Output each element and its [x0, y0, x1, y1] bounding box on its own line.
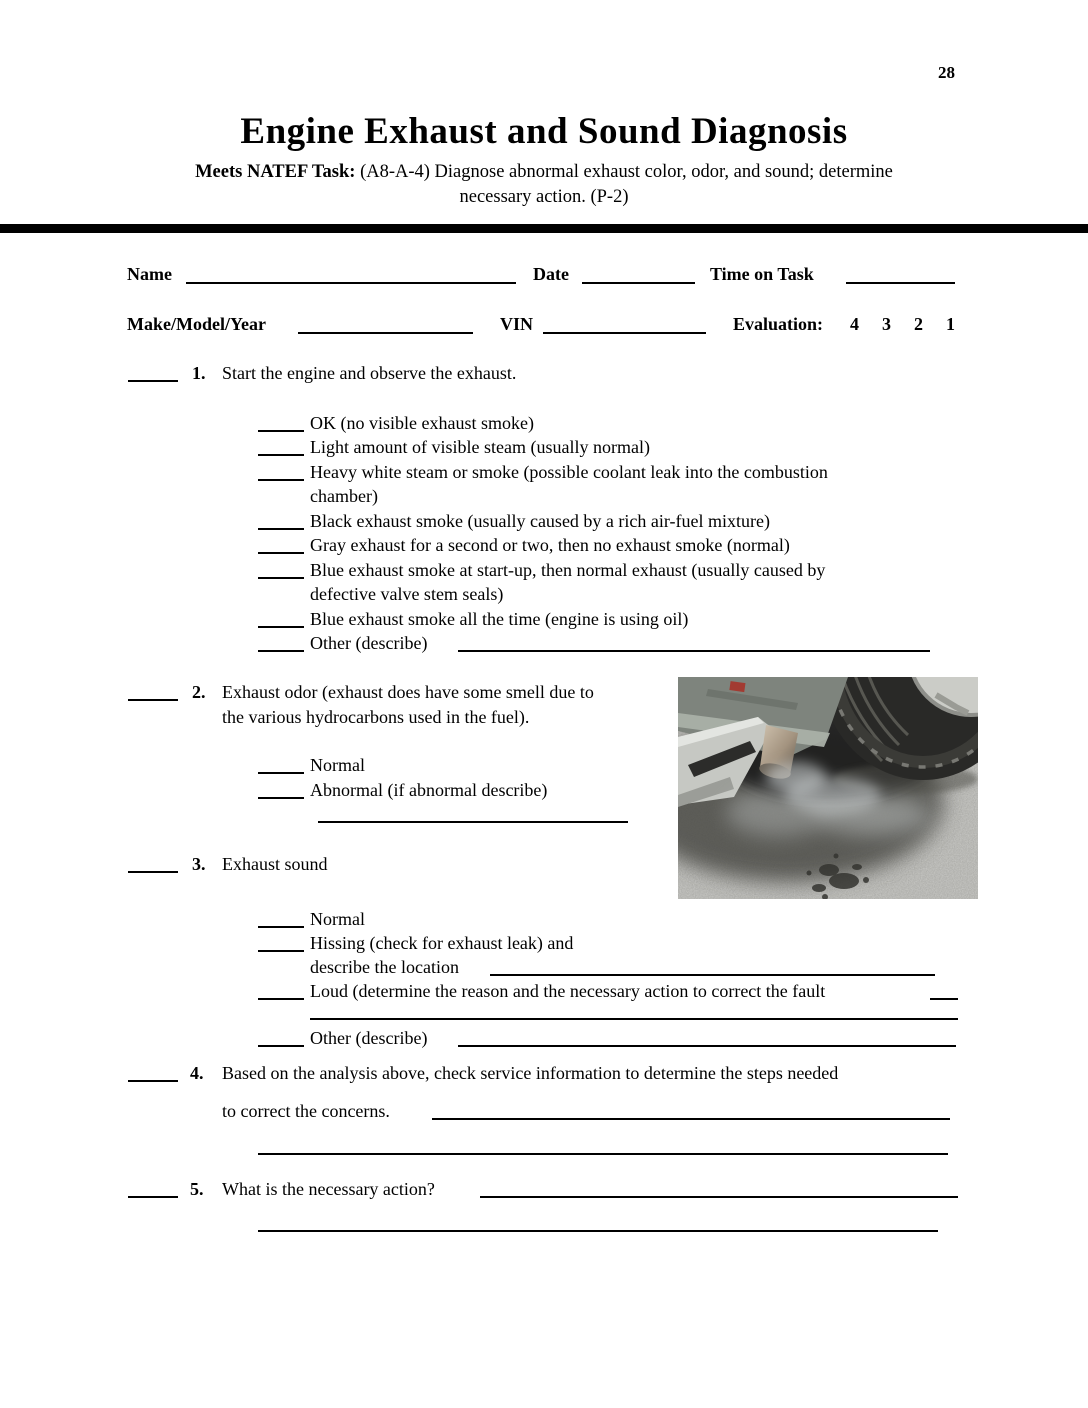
- step1-heavy-checkblank[interactable]: [258, 463, 304, 481]
- step1-ok-checkblank[interactable]: [258, 414, 304, 432]
- option-label: OK (no visible exhaust smoke): [310, 413, 534, 433]
- vin-label: VIN: [500, 314, 534, 334]
- step3-score-blank[interactable]: [128, 855, 178, 873]
- step5-answer-field-line2[interactable]: [258, 1230, 938, 1232]
- step1-score-blank[interactable]: [128, 364, 178, 382]
- step1-black-checkblank[interactable]: [258, 512, 304, 530]
- step1-blue-always-checkblank[interactable]: [258, 610, 304, 628]
- step2-text-line2: the various hydrocarbons used in the fuel).: [222, 707, 530, 727]
- step1-text: Start the engine and observe the exhaust.: [222, 363, 517, 383]
- doc-title: Engine Exhaust and Sound Diagnosis: [240, 111, 848, 152]
- evaluation-score-1[interactable]: 1: [946, 314, 955, 334]
- evaluation-score-3[interactable]: 3: [882, 314, 891, 334]
- vin-field[interactable]: [543, 316, 706, 334]
- step4-answer-field-line2[interactable]: [258, 1153, 948, 1155]
- step3-loud-field-start[interactable]: [930, 982, 958, 1000]
- time-on-task-field[interactable]: [846, 266, 955, 284]
- step3-text: Exhaust sound: [222, 854, 328, 874]
- option-label: Black exhaust smoke (usually caused by a rich air-fuel mixture): [310, 511, 770, 531]
- option-label: Other (describe): [310, 633, 428, 653]
- car-exhaust-smoke-photo: [678, 677, 978, 899]
- step2-number: 2.: [192, 682, 206, 702]
- step1-other-describe-field[interactable]: [458, 634, 930, 652]
- evaluation-label: Evaluation:: [733, 314, 824, 334]
- step4-answer-field[interactable]: [432, 1102, 950, 1120]
- time-on-task-label: Time on Task: [710, 264, 814, 284]
- natef-task-line2: necessary action. (P-2): [459, 187, 629, 207]
- option-label-continuation: defective valve stem seals): [310, 584, 504, 604]
- step3-location-field[interactable]: [490, 958, 935, 976]
- option-label: Other (describe): [310, 1028, 428, 1048]
- make-model-year-label: Make/Model/Year: [127, 314, 266, 334]
- step2-describe-field[interactable]: [318, 821, 628, 823]
- option-label: Loud (determine the reason and the necessary action to correct the fault: [310, 981, 826, 1001]
- option-label: Light amount of visible steam (usually normal): [310, 437, 650, 457]
- option-label: Gray exhaust for a second or two, then no exhaust smoke (normal): [310, 535, 790, 555]
- step2-normal-checkblank[interactable]: [258, 756, 304, 774]
- step1-other-checkblank[interactable]: [258, 634, 304, 652]
- option-label: Hissing (check for exhaust leak) and: [310, 933, 574, 953]
- natef-task-label: Meets NATEF Task:: [195, 162, 356, 182]
- make-model-year-field[interactable]: [298, 316, 473, 334]
- step5-text: What is the necessary action?: [222, 1179, 435, 1199]
- step5-number: 5.: [190, 1179, 204, 1199]
- step3-hissing-checkblank[interactable]: [258, 934, 304, 952]
- option-label: Blue exhaust smoke at start-up, then normal exhaust (usually caused by: [310, 560, 826, 580]
- natef-task-text: (A8-A-4) Diagnose abnormal exhaust color, odor, and sound; determine: [360, 162, 893, 182]
- step3-loud-field-line2[interactable]: [310, 1018, 958, 1020]
- date-label: Date: [533, 264, 569, 284]
- step5-answer-field[interactable]: [480, 1180, 958, 1198]
- step3-number: 3.: [192, 854, 206, 874]
- step2-score-blank[interactable]: [128, 683, 178, 701]
- natef-task-line1: [0, 162, 1088, 183]
- step4-text-line2: to correct the concerns.: [222, 1101, 390, 1121]
- option-label: Normal: [310, 755, 365, 775]
- step4-text-line1: Based on the analysis above, check service information to determine the steps needed: [222, 1063, 839, 1083]
- name-field[interactable]: [186, 266, 516, 284]
- step1-number: 1.: [192, 363, 206, 383]
- step3-loud-checkblank[interactable]: [258, 982, 304, 1000]
- step3-other-checkblank[interactable]: [258, 1029, 304, 1047]
- page-number: 28: [938, 63, 955, 82]
- step4-score-blank[interactable]: [128, 1064, 178, 1082]
- step5-score-blank[interactable]: [128, 1180, 178, 1198]
- step2-abnormal-checkblank[interactable]: [258, 781, 304, 799]
- option-label-continuation: chamber): [310, 486, 378, 506]
- step3-other-describe-field[interactable]: [458, 1029, 956, 1047]
- step1-steam-checkblank[interactable]: [258, 438, 304, 456]
- option-label-continuation: describe the location: [310, 957, 459, 977]
- step4-number: 4.: [190, 1063, 204, 1083]
- evaluation-score-4[interactable]: 4: [850, 314, 859, 334]
- step1-blue-startup-checkblank[interactable]: [258, 561, 304, 579]
- date-field[interactable]: [582, 266, 695, 284]
- option-label: Normal: [310, 909, 365, 929]
- name-label: Name: [127, 264, 172, 284]
- divider-rule: [0, 224, 1088, 233]
- evaluation-score-2[interactable]: 2: [914, 314, 923, 334]
- option-label: Abnormal (if abnormal describe): [310, 780, 548, 800]
- step1-gray-checkblank[interactable]: [258, 536, 304, 554]
- option-label: Heavy white steam or smoke (possible coolant leak into the combustion: [310, 462, 828, 482]
- option-label: Blue exhaust smoke all the time (engine is using oil): [310, 609, 689, 629]
- step3-normal-checkblank[interactable]: [258, 910, 304, 928]
- step2-text-line1: Exhaust odor (exhaust does have some smell due to: [222, 682, 594, 702]
